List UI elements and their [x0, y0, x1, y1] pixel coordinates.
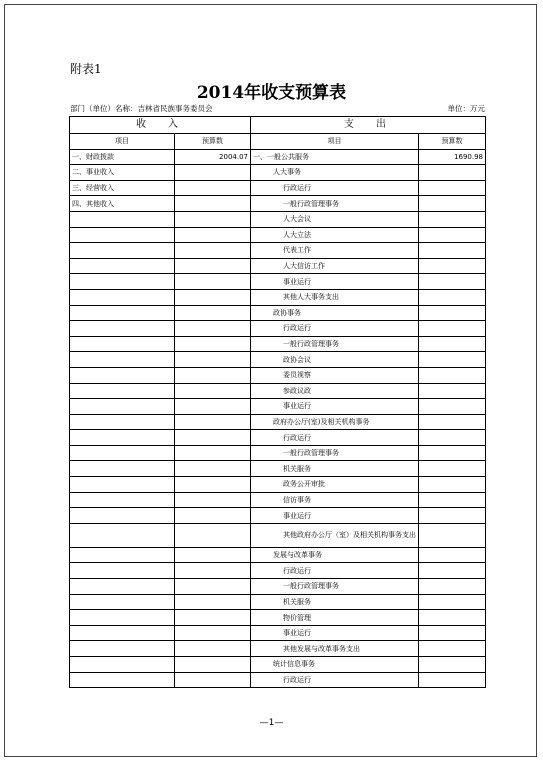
income-item-cell: [70, 305, 175, 321]
expense-budget-cell: [419, 579, 486, 595]
table-row: [70, 289, 486, 305]
income-item-cell: [70, 672, 175, 688]
income-budget-cell: [175, 641, 251, 657]
income-item-cell: [70, 523, 175, 547]
income-item-cell: [70, 594, 175, 610]
expense-budget-cell: [419, 523, 486, 547]
expense-budget-cell: [419, 180, 486, 196]
income-budget-cell: [175, 430, 251, 446]
table-row: [70, 414, 486, 430]
expense-item-cell: 其他发展与改革事务支出: [251, 641, 419, 657]
income-budget-cell: [175, 523, 251, 547]
income-budget-cell: [175, 336, 251, 352]
income-item-cell: [70, 547, 175, 563]
table-row: [70, 196, 486, 212]
expense-item-cell: 机关服务: [251, 461, 419, 477]
table-row: [70, 352, 486, 368]
table-row: [70, 547, 486, 563]
expense-item-cell: 政府办公厅(室)及相关机构事务: [251, 414, 419, 430]
income-budget-cell: [175, 180, 251, 196]
income-item-cell: [70, 289, 175, 305]
income-item-cell: [70, 414, 175, 430]
income-budget-cell: [175, 625, 251, 641]
expense-item-cell: 人大会议: [251, 211, 419, 227]
income-item-header: 项目: [70, 134, 175, 150]
income-budget-cell: [175, 196, 251, 212]
table-row: [70, 367, 486, 383]
expense-item-cell: 人大信访工作: [251, 258, 419, 274]
expense-item-cell: 委员视察: [251, 367, 419, 383]
expense-budget-cell: [419, 445, 486, 461]
income-budget-cell: [175, 414, 251, 430]
expense-section-header: 支 出: [251, 117, 486, 134]
expense-budget-cell: [419, 352, 486, 368]
income-budget-cell: [175, 508, 251, 524]
income-budget-cell: [175, 399, 251, 415]
expense-budget-cell: [419, 196, 486, 212]
expense-item-cell: 行政运行: [251, 430, 419, 446]
expense-item-cell: 政协会议: [251, 352, 419, 368]
expense-budget-cell: 1690.98: [419, 149, 486, 165]
expense-item-cell: 行政运行: [251, 672, 419, 688]
income-budget-cell: [175, 461, 251, 477]
table-row: [70, 625, 486, 641]
column-header-row: [70, 134, 486, 150]
income-budget-cell: [175, 445, 251, 461]
expense-item-cell: 政协事务: [251, 305, 419, 321]
expense-budget-cell: [419, 243, 486, 259]
income-budget-cell: [175, 352, 251, 368]
table-row: [70, 321, 486, 337]
expense-budget-cell: [419, 165, 486, 181]
table-row: [70, 461, 486, 477]
income-budget-cell: [175, 579, 251, 595]
table-row: [70, 445, 486, 461]
expense-budget-cell: [419, 258, 486, 274]
expense-budget-cell: [419, 274, 486, 290]
table-row: [70, 610, 486, 626]
expense-item-cell: 参政议政: [251, 383, 419, 399]
income-item-cell: 一、财政拨款: [70, 149, 175, 165]
table-row: [70, 336, 486, 352]
expense-budget-cell: [419, 430, 486, 446]
income-budget-cell: [175, 492, 251, 508]
income-item-cell: [70, 211, 175, 227]
expense-budget-cell: [419, 508, 486, 524]
income-item-cell: [70, 367, 175, 383]
income-budget-cell: [175, 383, 251, 399]
expense-budget-cell: [419, 211, 486, 227]
expense-budget-cell: [419, 414, 486, 430]
expense-budget-cell: [419, 672, 486, 688]
expense-item-cell: 一般行政管理事务: [251, 445, 419, 461]
expense-item-cell: 统计信息事务: [251, 657, 419, 673]
income-item-cell: [70, 399, 175, 415]
table-row: [70, 492, 486, 508]
table-row: [70, 477, 486, 493]
income-item-cell: [70, 243, 175, 259]
expense-budget-cell: [419, 547, 486, 563]
table-row: [70, 211, 486, 227]
expense-budget-cell: [419, 336, 486, 352]
table-row: [70, 243, 486, 259]
table-row: [70, 399, 486, 415]
table-row: [70, 305, 486, 321]
expense-budget-cell: [419, 289, 486, 305]
income-item-cell: [70, 383, 175, 399]
income-budget-cell: [175, 211, 251, 227]
table-row: [70, 579, 486, 595]
income-item-cell: [70, 492, 175, 508]
income-budget-header: 预算数: [175, 134, 251, 150]
table-row: [70, 657, 486, 673]
expense-item-cell: 事业运行: [251, 274, 419, 290]
income-item-cell: 三、经营收入: [70, 180, 175, 196]
income-budget-cell: [175, 274, 251, 290]
income-item-cell: [70, 461, 175, 477]
income-item-cell: 四、其他收入: [70, 196, 175, 212]
expense-item-cell: 机关服务: [251, 594, 419, 610]
expense-item-cell: 物价管理: [251, 610, 419, 626]
expense-budget-cell: [419, 305, 486, 321]
table-row: [70, 672, 486, 688]
income-budget-cell: [175, 305, 251, 321]
income-section-header: 收 入: [70, 117, 251, 134]
table-row: [70, 641, 486, 657]
expense-budget-cell: [419, 563, 486, 579]
table-row: [70, 594, 486, 610]
expense-budget-cell: [419, 399, 486, 415]
expense-item-cell: 人大立法: [251, 227, 419, 243]
income-item-cell: [70, 610, 175, 626]
expense-item-cell: 信访事务: [251, 492, 419, 508]
unit-label: 单位：万元: [447, 104, 485, 113]
income-budget-cell: [175, 594, 251, 610]
expense-budget-header: 预算数: [419, 134, 486, 150]
expense-item-cell: 行政运行: [251, 563, 419, 579]
expense-budget-cell: [419, 641, 486, 657]
table-row: [70, 430, 486, 446]
income-item-cell: [70, 321, 175, 337]
appendix-label: 附表1: [70, 62, 102, 76]
income-item-cell: [70, 274, 175, 290]
expense-item-cell: 发展与改革事务: [251, 547, 419, 563]
expense-budget-cell: [419, 461, 486, 477]
income-item-cell: [70, 477, 175, 493]
expense-budget-cell: [419, 492, 486, 508]
income-budget-cell: [175, 563, 251, 579]
expense-item-cell: 一般行政管理事务: [251, 196, 419, 212]
table-row: [70, 523, 486, 547]
table-row: [70, 258, 486, 274]
table-row: [70, 274, 486, 290]
expense-budget-cell: [419, 657, 486, 673]
income-budget-cell: [175, 657, 251, 673]
expense-item-cell: 其他政府办公厅（室）及相关机构事务支出: [251, 523, 419, 547]
income-item-cell: [70, 641, 175, 657]
expense-budget-cell: [419, 321, 486, 337]
expense-item-header: 项目: [251, 134, 419, 150]
expense-item-cell: 事业运行: [251, 625, 419, 641]
expense-budget-cell: [419, 367, 486, 383]
expense-item-cell: 一般行政管理事务: [251, 336, 419, 352]
income-budget-cell: [175, 165, 251, 181]
table-row: [70, 563, 486, 579]
income-item-cell: 二、事业收入: [70, 165, 175, 181]
table-row: [70, 165, 486, 181]
income-budget-cell: [175, 367, 251, 383]
income-budget-cell: [175, 243, 251, 259]
income-budget-cell: [175, 227, 251, 243]
expense-budget-cell: [419, 625, 486, 641]
income-item-cell: [70, 657, 175, 673]
expense-budget-cell: [419, 594, 486, 610]
income-item-cell: [70, 352, 175, 368]
income-budget-cell: [175, 477, 251, 493]
table-row: [70, 508, 486, 524]
income-item-cell: [70, 625, 175, 641]
expense-item-cell: 代表工作: [251, 243, 419, 259]
expense-item-cell: 人大事务: [251, 165, 419, 181]
expense-item-cell: 事业运行: [251, 508, 419, 524]
section-header-row: [70, 117, 486, 134]
expense-item-cell: 一、一般公共服务: [251, 149, 419, 165]
income-budget-cell: [175, 547, 251, 563]
income-item-cell: [70, 336, 175, 352]
page-title: 2014年收支预算表: [196, 83, 347, 103]
expense-item-cell: 政务公开审批: [251, 477, 419, 493]
table-row: [70, 227, 486, 243]
income-budget-cell: 2004.07: [175, 149, 251, 165]
income-item-cell: [70, 430, 175, 446]
income-budget-cell: [175, 321, 251, 337]
expense-budget-cell: [419, 477, 486, 493]
expense-item-cell: 一般行政管理事务: [251, 579, 419, 595]
department-label: 部门（单位）名称：吉林省民族事务委员会: [70, 104, 213, 113]
expense-item-cell: 行政运行: [251, 180, 419, 196]
income-item-cell: [70, 563, 175, 579]
expense-item-cell: 事业运行: [251, 399, 419, 415]
income-item-cell: [70, 445, 175, 461]
expense-budget-cell: [419, 383, 486, 399]
income-budget-cell: [175, 672, 251, 688]
expense-budget-cell: [419, 227, 486, 243]
income-budget-cell: [175, 258, 251, 274]
table-row: [70, 383, 486, 399]
page-number: —1—: [259, 718, 284, 728]
income-item-cell: [70, 508, 175, 524]
income-item-cell: [70, 258, 175, 274]
table-row: [70, 149, 486, 165]
expense-item-cell: 其他人大事务支出: [251, 289, 419, 305]
expense-item-cell: 行政运行: [251, 321, 419, 337]
income-item-cell: [70, 579, 175, 595]
budget-table: [69, 116, 486, 688]
income-budget-cell: [175, 289, 251, 305]
income-budget-cell: [175, 610, 251, 626]
table-row: [70, 180, 486, 196]
income-item-cell: [70, 227, 175, 243]
expense-budget-cell: [419, 610, 486, 626]
